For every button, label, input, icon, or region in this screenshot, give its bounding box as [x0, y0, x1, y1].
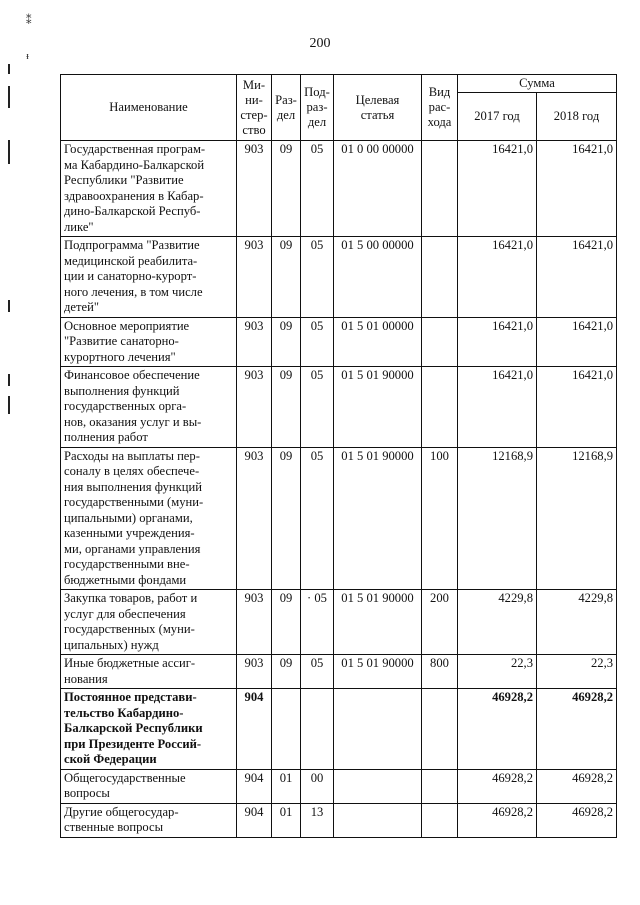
cell-amount-2017: 16421,0 — [458, 317, 537, 367]
cell-name — [61, 769, 237, 803]
cell-name-line: ципальными) органами, — [64, 510, 193, 525]
cell-name-line: Подпрограмма "Развитие — [64, 238, 200, 252]
cell-target-item: 01 5 01 90000 — [334, 367, 422, 448]
cell-name-line: ции и санаторно-курорт- — [64, 269, 197, 283]
cell-name-line: "Развитие санаторно- — [64, 334, 179, 348]
table-row — [61, 803, 617, 837]
header-section — [272, 75, 301, 141]
cell-name-line: медицинской реабилита- — [64, 253, 198, 268]
cell-subsection — [301, 689, 334, 770]
margin-mark — [8, 374, 10, 386]
cell-name-line: ципальных) нужд — [64, 637, 159, 652]
cell-ministry: 903 — [237, 237, 272, 318]
cell-name-line: Постоянное представи- — [64, 690, 197, 704]
cell-ministry: 903 — [237, 141, 272, 237]
cell-subsection: 05 — [301, 141, 334, 237]
cell-name-line: Основное мероприятие — [64, 318, 190, 333]
cell-name-line: ской Федерации — [64, 752, 157, 766]
cell-amount-2017: 46928,2 — [458, 689, 537, 770]
cell-section — [272, 689, 301, 770]
cell-name-line: ма Кабардино-Балкарской — [64, 157, 205, 172]
cell-amount-2017: 4229,8 — [458, 590, 537, 655]
cell-amount-2017: 16421,0 — [458, 367, 537, 448]
corner-mark-top: ⁑ — [26, 15, 32, 27]
cell-expense-type — [422, 689, 458, 770]
header-subsection — [301, 75, 334, 141]
cell-name-line: государственных орга- — [64, 399, 187, 413]
header-target-item — [334, 75, 422, 141]
margin-mark — [8, 64, 10, 74]
table-row — [61, 769, 617, 803]
header-type-text: Вид рас- хода — [427, 85, 452, 129]
cell-name-line: детей" — [64, 300, 99, 314]
cell-expense-type — [422, 803, 458, 837]
cell-name — [61, 655, 237, 689]
cell-expense-type: 100 — [422, 447, 458, 590]
cell-target-item: 01 5 01 90000 — [334, 655, 422, 689]
header-target-text: Целевая статья — [355, 92, 400, 122]
cell-name-line: Республики "Развитие — [64, 173, 184, 187]
cell-subsection: · 05 — [301, 590, 334, 655]
cell-section: 09 — [272, 317, 301, 367]
cell-ministry: 904 — [237, 769, 272, 803]
cell-name — [61, 590, 237, 655]
cell-expense-type — [422, 769, 458, 803]
cell-name — [61, 803, 237, 837]
header-year-2017: 2017 год — [458, 93, 537, 141]
cell-name-line: бюджетными фондами — [64, 572, 187, 587]
cell-name — [61, 141, 237, 237]
cell-amount-2018: 22,3 — [537, 655, 617, 689]
margin-mark — [8, 300, 10, 312]
header-expense-type — [422, 75, 458, 141]
cell-amount-2018: 46928,2 — [537, 803, 617, 837]
header-ministry-text: Ми- ни- стер- ство — [240, 77, 268, 137]
cell-subsection: 05 — [301, 317, 334, 367]
cell-amount-2017: 46928,2 — [458, 769, 537, 803]
table-row — [61, 689, 617, 770]
table-row — [61, 655, 617, 689]
cell-section: 01 — [272, 769, 301, 803]
cell-section: 09 — [272, 367, 301, 448]
cell-name-line: Иные бюджетные ассиг- — [64, 656, 196, 670]
cell-name-line: Государственная програм- — [64, 142, 206, 156]
cell-ministry: 903 — [237, 317, 272, 367]
margin-mark — [8, 86, 10, 108]
cell-amount-2018: 4229,8 — [537, 590, 617, 655]
cell-amount-2017: 16421,0 — [458, 237, 537, 318]
cell-name-line: выполнения функций — [64, 383, 180, 398]
header-year-2018: 2018 год — [537, 93, 617, 141]
header-ministry — [237, 75, 272, 141]
cell-subsection: 05 — [301, 237, 334, 318]
cell-subsection: 00 — [301, 769, 334, 803]
cell-amount-2018: 16421,0 — [537, 367, 617, 448]
cell-subsection: 05 — [301, 655, 334, 689]
cell-name-line: Закупка товаров, работ и — [64, 591, 198, 605]
cell-name-line: государственными вне- — [64, 557, 190, 571]
cell-name-line: Другие общегосудар- — [64, 804, 179, 819]
cell-name — [61, 367, 237, 448]
cell-section: 09 — [272, 655, 301, 689]
cell-target-item: 01 5 01 90000 — [334, 447, 422, 590]
page-number: 200 — [309, 36, 331, 51]
cell-amount-2018: 16421,0 — [537, 141, 617, 237]
cell-name-line: вопросы — [64, 786, 110, 800]
cell-section: 09 — [272, 237, 301, 318]
cell-name-line: ственные вопросы — [64, 820, 164, 834]
header-name: Наименование — [61, 75, 237, 141]
cell-ministry: 903 — [237, 590, 272, 655]
cell-target-item: 01 5 00 00000 — [334, 237, 422, 318]
cell-amount-2018: 16421,0 — [537, 237, 617, 318]
cell-target-item: 01 5 01 90000 — [334, 590, 422, 655]
cell-name — [61, 447, 237, 590]
cell-ministry: 903 — [237, 447, 272, 590]
table-row — [61, 367, 617, 448]
cell-ministry: 903 — [237, 655, 272, 689]
cell-name-line: услуг для обеспечения — [64, 606, 186, 621]
cell-name-line: Расходы на выплаты пер- — [64, 448, 200, 463]
cell-name — [61, 689, 237, 770]
corner-mark-second: ᵻ — [26, 50, 30, 62]
table-row — [61, 237, 617, 318]
cell-target-item — [334, 769, 422, 803]
header-sum: Сумма — [458, 75, 617, 93]
cell-amount-2017: 16421,0 — [458, 141, 537, 237]
cell-target-item — [334, 689, 422, 770]
cell-name-line: ми, органами управления — [64, 541, 201, 556]
cell-name-line: нов, оказания услуг и вы- — [64, 414, 202, 429]
cell-expense-type — [422, 317, 458, 367]
cell-subsection: 05 — [301, 447, 334, 590]
cell-expense-type: 800 — [422, 655, 458, 689]
table-row — [61, 590, 617, 655]
cell-name-line: казенными учреждения- — [64, 526, 195, 540]
cell-name-line: государственными (муни- — [64, 495, 204, 509]
budget-table — [60, 74, 617, 838]
cell-name-line: курортного лечения" — [64, 349, 176, 364]
cell-amount-2017: 12168,9 — [458, 447, 537, 590]
cell-name-line: тельство Кабардино- — [64, 705, 184, 720]
cell-expense-type — [422, 141, 458, 237]
cell-amount-2018: 12168,9 — [537, 447, 617, 590]
cell-section: 09 — [272, 141, 301, 237]
cell-name-line: здравоохранения в Кабар- — [64, 188, 204, 203]
cell-ministry: 904 — [237, 689, 272, 770]
cell-name-line: при Президенте Россий- — [64, 736, 202, 751]
cell-target-item: 01 0 00 00000 — [334, 141, 422, 237]
cell-expense-type: 200 — [422, 590, 458, 655]
cell-name-line: соналу в целях обеспече- — [64, 464, 200, 478]
header-subsection-text: Под- раз- дел — [304, 85, 330, 129]
cell-name — [61, 317, 237, 367]
cell-name-line: Финансовое обеспечение — [64, 368, 200, 382]
cell-ministry: 903 — [237, 367, 272, 448]
cell-ministry: 904 — [237, 803, 272, 837]
cell-amount-2018: 46928,2 — [537, 689, 617, 770]
cell-target-item — [334, 803, 422, 837]
cell-amount-2017: 22,3 — [458, 655, 537, 689]
cell-expense-type — [422, 237, 458, 318]
cell-name-line: Общегосударственные — [64, 770, 186, 785]
cell-target-item: 01 5 01 00000 — [334, 317, 422, 367]
cell-amount-2018: 16421,0 — [537, 317, 617, 367]
header-section-text: Раз- дел — [275, 92, 297, 122]
table-row — [61, 317, 617, 367]
table-body — [61, 141, 617, 838]
cell-section: 09 — [272, 590, 301, 655]
cell-name-line: ного лечения, в том числе — [64, 284, 203, 299]
cell-name-line: лике" — [64, 219, 94, 234]
cell-amount-2017: 46928,2 — [458, 803, 537, 837]
margin-mark — [8, 140, 10, 164]
cell-section: 09 — [272, 447, 301, 590]
cell-amount-2018: 46928,2 — [537, 769, 617, 803]
cell-name-line: ния выполнения функций — [64, 479, 202, 494]
cell-expense-type — [422, 367, 458, 448]
table-row — [61, 447, 617, 590]
cell-name — [61, 237, 237, 318]
table-row — [61, 141, 617, 237]
cell-subsection: 05 — [301, 367, 334, 448]
cell-name-line: Балкарской Республики — [64, 721, 203, 735]
cell-name-line: нования — [64, 671, 108, 686]
margin-mark — [8, 396, 10, 414]
cell-name-line: полнения работ — [64, 430, 148, 444]
cell-section: 01 — [272, 803, 301, 837]
cell-name-line: дино-Балкарской Респуб- — [64, 204, 201, 218]
cell-subsection: 13 — [301, 803, 334, 837]
cell-name-line: государственных (муни- — [64, 622, 195, 636]
